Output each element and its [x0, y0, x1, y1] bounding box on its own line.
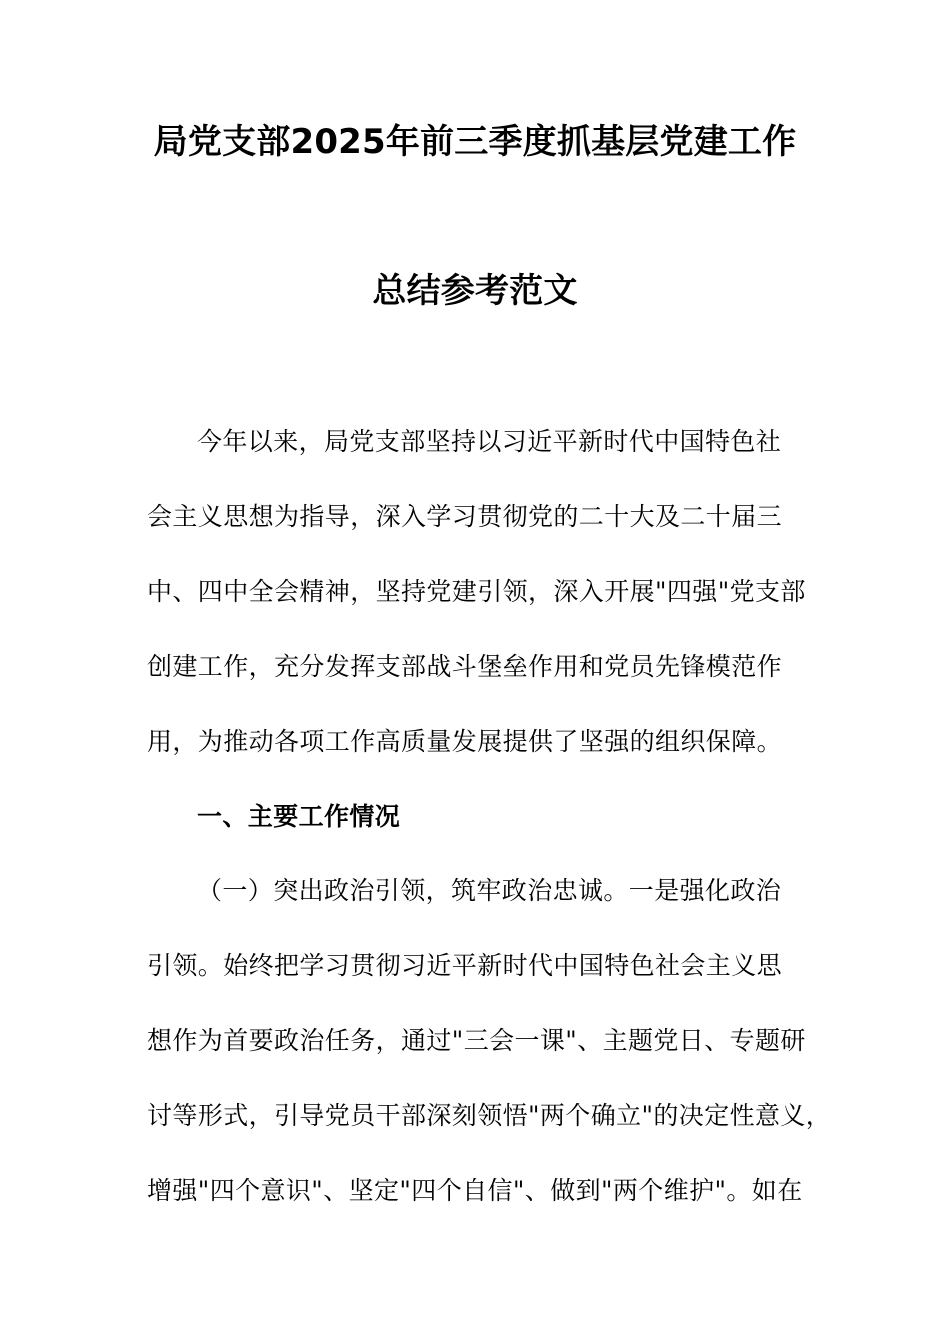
paragraph-line: 会主义思想为指导，深入学习贯彻党的二十大及二十届三: [147, 501, 783, 531]
paragraph-line: 想作为首要政治任务，通过"三会一课"、主题党日、专题研: [147, 1026, 806, 1056]
section-heading: 一、主要工作情况: [197, 801, 401, 831]
document-title: [0, 68, 950, 366]
paragraph-line: 中、四中全会精神，坚持党建引领，深入开展"四强"党支部: [147, 576, 806, 606]
document-body: [147, 405, 927, 1229]
title-line-1: 局党支部2025年前三季度抓基层党建工作: [153, 122, 797, 162]
subsection-paragraph: [147, 854, 927, 1229]
paragraph-line: 增强"四个意识"、坚定"四个自信"、做到"两个维护"。如在: [147, 1176, 803, 1206]
paragraph-line: （一）突出政治引领，筑牢政治忠诚。一是强化政治: [197, 876, 782, 906]
paragraph-line: 引领。始终把学习贯彻习近平新时代中国特色社会主义思: [147, 951, 783, 981]
paragraph-line: 创建工作，充分发挥支部战斗堡垒作用和党员先锋模范作: [147, 651, 783, 681]
title-line-2: 总结参考范文: [372, 271, 578, 311]
paragraph-line: 今年以来，局党支部坚持以习近平新时代中国特色社: [197, 427, 782, 456]
paragraph-line: 用，为推动各项工作高质量发展提供了坚强的组织保障。: [147, 726, 783, 756]
paragraph-line: 讨等形式，引导党员干部深刻领悟"两个确立"的决定性意义，: [147, 1101, 832, 1131]
intro-paragraph: [147, 405, 927, 780]
